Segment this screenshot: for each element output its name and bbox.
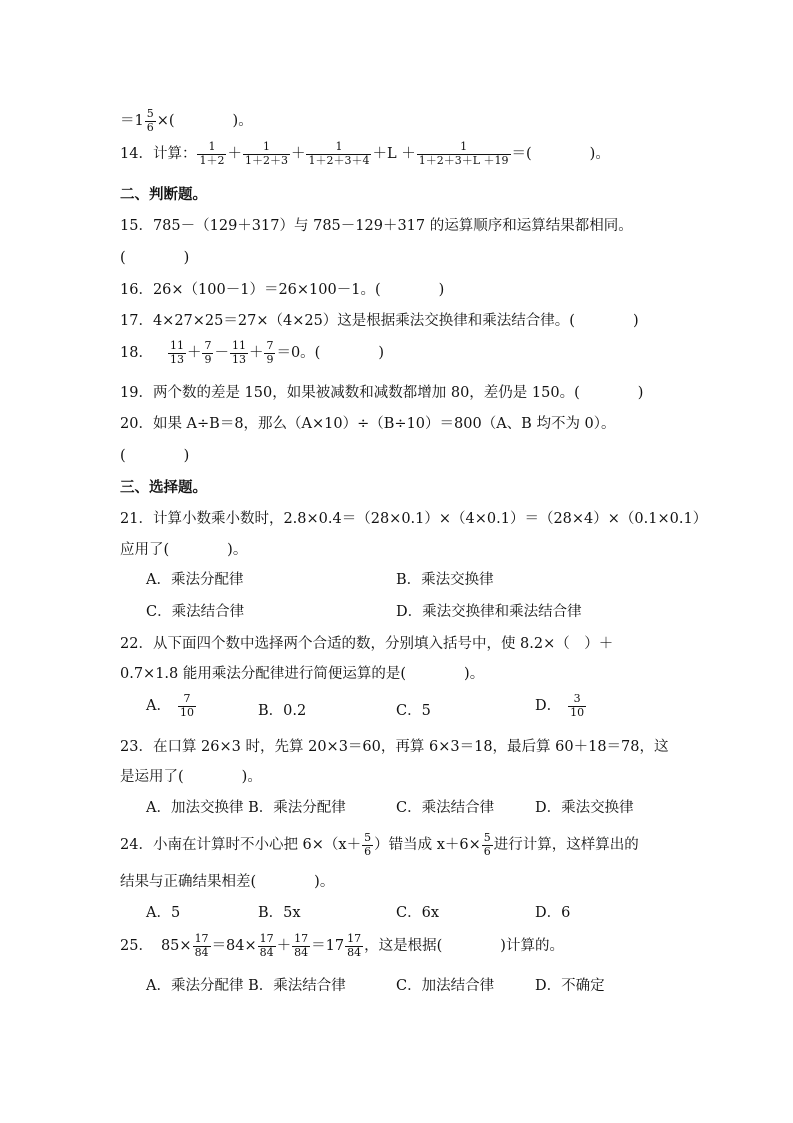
option-d[interactable]: D．乘法交换律和乘法结合律 (396, 604, 582, 620)
question-22-line2: 0.7×1.8 能用乘法分配律进行简便运算的是( )。 (120, 666, 485, 682)
question-21-line2: 应用了( )。 (120, 542, 248, 558)
question-23-line2: 是运用了( )。 (120, 769, 262, 785)
question-21: 21．计算小数乘小数时，2.8×0.4＝（28×0.1）×（4×0.1）＝（28×4）×（0.1×0.1） (120, 511, 708, 527)
question-19: 19．两个数的差是 150，如果被减数和减数都增加 80，差仍是 150。( ) (120, 385, 644, 401)
option-a[interactable]: A． $\frac{7}{10}$ (146, 692, 194, 719)
option-c[interactable]: C．5 (396, 703, 431, 719)
option-ab[interactable]: A．乘法分配律 B．乘法结合律 (146, 978, 346, 994)
fraction: $\frac{1}{1+2}$ (199, 140, 225, 167)
option-c[interactable]: C．6x (396, 905, 439, 921)
fraction: $\frac{17}{84}$ (294, 932, 309, 959)
option-d[interactable]: D．乘法交换律 (535, 800, 634, 816)
option-d[interactable]: D．不确定 (535, 978, 605, 994)
fraction: $\frac{5}{6}$ (483, 831, 491, 858)
option-b[interactable]: B．5x (258, 905, 301, 921)
question-18: 18． $\frac{11}{13}$ ＋ $\frac{7}{9}$ － $\frac{11}{13}$ ＋ $\frac{7}{9}$ ＝0。( ) (120, 339, 384, 366)
option-c[interactable]: C．加法结合律 (396, 978, 495, 994)
section-heading-3: 三、选择题。 (120, 479, 207, 496)
fraction: $\frac{17}{84}$ (194, 932, 209, 959)
option-c[interactable]: C．乘法结合律 (396, 800, 495, 816)
fraction: $\frac{17}{84}$ (347, 932, 362, 959)
fraction: $\frac{1}{1+2+3+4}$ (308, 140, 370, 167)
fraction: $\frac{17}{84}$ (259, 932, 274, 959)
fraction: $\frac{1}{1+2+3+L +19}$ (418, 140, 509, 167)
option-ab[interactable]: A．加法交换律 B．乘法分配律 (146, 800, 346, 816)
option-b[interactable]: B．0.2 (258, 703, 307, 719)
q13-tail: ＝1 $\frac{5}{6}$ ×( )。 (120, 107, 253, 134)
fraction: $\frac{11}{13}$ (169, 339, 184, 366)
fraction: $\frac{5}{6}$ (146, 107, 154, 134)
option-c[interactable]: C．乘法结合律 (146, 604, 245, 620)
fraction: $\frac{3}{10}$ (570, 692, 585, 719)
question-17: 17．4×27×25＝27×（4×25）这是根据乘法交换律和乘法结合律。( ) (120, 313, 639, 329)
question-24-line2: 结果与正确结果相差( )。 (120, 874, 335, 890)
fraction: $\frac{11}{13}$ (231, 339, 246, 366)
fraction: $\frac{5}{6}$ (364, 831, 372, 858)
question-14: 14．计算： $\frac{1}{1+2}$ ＋ $\frac{1}{1+2+3}$ ＋ $\frac{1}{1+2+3+4}$ ＋L ＋ $\frac{1}{1+2+3+L +19}$ ＝( )。 (120, 140, 610, 167)
fraction: $\frac{7}{9}$ (266, 339, 274, 366)
fraction: $\frac{1}{1+2+3}$ (244, 140, 288, 167)
question-25: 25． 85× $\frac{17}{84}$ ＝84× $\frac{17}{84}$ ＋ $\frac{17}{84}$ ＝17 $\frac{17}{84}$ ，这是根据( )计算的。 (120, 932, 564, 959)
question-24: 24．小南在计算时不小心把 6×（x＋ $\frac{5}{6}$ ）错当成 x＋6× $\frac{5}{6}$ 进行计算，这样算出的 (120, 831, 639, 858)
option-b[interactable]: B．乘法交换律 (396, 572, 494, 588)
option-a[interactable]: A．5 (146, 905, 181, 921)
answer-blank[interactable]: ( ) (120, 448, 190, 464)
fraction: $\frac{7}{9}$ (204, 339, 212, 366)
question-22: 22．从下面四个数中选择两个合适的数，分别填入括号中，使 8.2×（ ）＋ (120, 636, 614, 652)
answer-blank[interactable]: ( ) (120, 250, 190, 266)
fraction: $\frac{7}{10}$ (179, 692, 194, 719)
question-20: 20．如果 A÷B＝8，那么（A×10）÷（B÷10）＝800（A、B 均不为 0）。 (120, 416, 616, 432)
question-23: 23．在口算 26×3 时，先算 20×3＝60，再算 6×3＝18，最后算 60＋18＝78，这 (120, 739, 669, 755)
option-d[interactable]: D．6 (535, 905, 571, 921)
question-15: 15．785－（129＋317）与 785－129＋317 的运算顺序和运算结果都相同。 (120, 218, 633, 234)
section-heading-2: 二、判断题。 (120, 186, 207, 203)
option-a[interactable]: A．乘法分配律 (146, 572, 244, 588)
option-d[interactable]: D． $\frac{3}{10}$ (535, 692, 585, 719)
question-16: 16．26×（100－1）＝26×100－1。( ) (120, 282, 445, 298)
